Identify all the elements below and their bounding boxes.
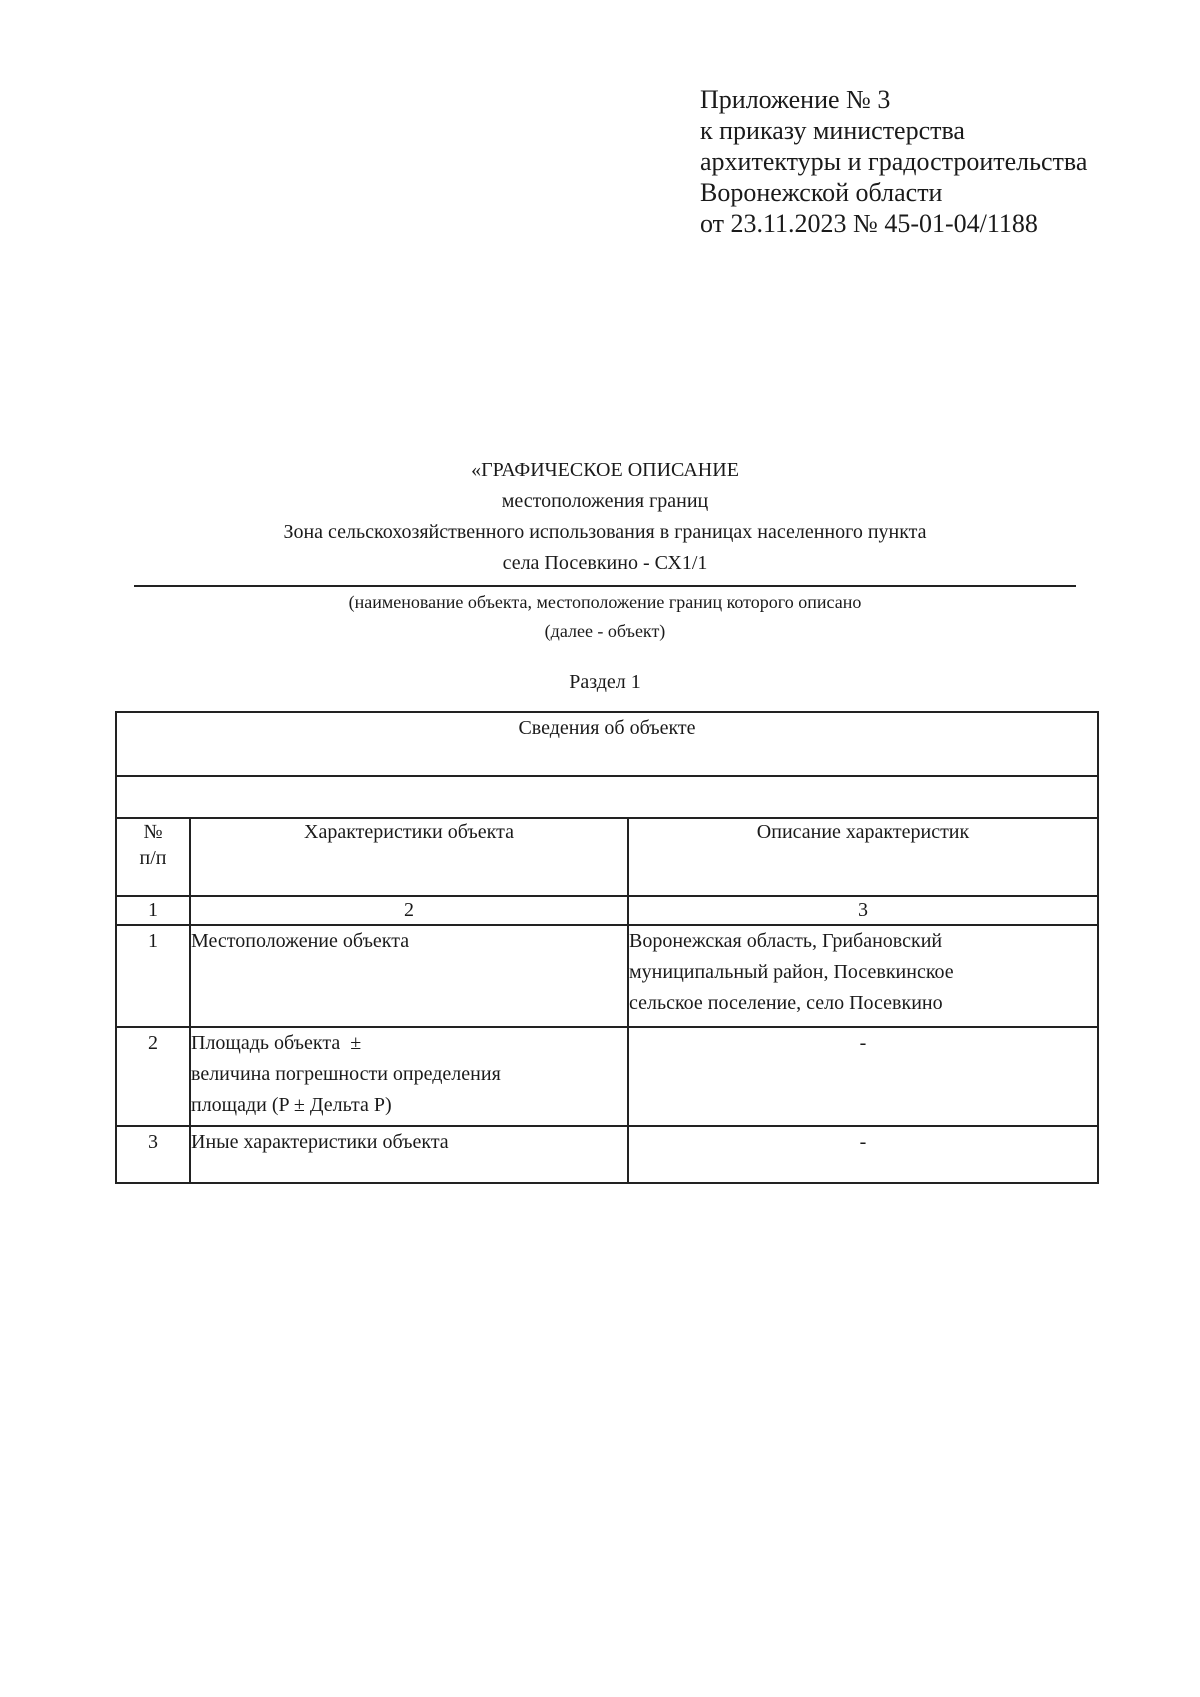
cell-line: Иные характеристики объекта xyxy=(191,1131,449,1153)
header-num-line: п/п xyxy=(139,847,167,869)
column-index-row xyxy=(116,896,1098,925)
row-characteristic xyxy=(190,1126,628,1183)
object-name-line: села Посевкино - СХ1/1 xyxy=(502,552,708,574)
document-title xyxy=(134,455,1076,579)
column-index: 1 xyxy=(116,896,190,925)
object-name-line: Зона сельскохозяйственного использования в границах населенного пункта xyxy=(283,521,927,543)
header-characteristic: Характеристики объекта xyxy=(190,818,628,896)
row-description: - xyxy=(628,1126,1098,1183)
title-heading: «ГРАФИЧЕСКОЕ ОПИСАНИЕ xyxy=(471,459,739,481)
column-index: 2 xyxy=(190,896,628,925)
caption-line: (далее - объект) xyxy=(544,621,666,641)
table-title-row xyxy=(116,712,1098,776)
row-characteristic xyxy=(190,925,628,1027)
appendix-line: Приложение № 3 xyxy=(700,85,891,114)
table-empty-row xyxy=(116,776,1098,818)
title-caption xyxy=(134,588,1076,646)
cell-line: площади (P ± Дельта P) xyxy=(191,1094,392,1116)
table-title: Сведения об объекте xyxy=(116,712,1098,776)
appendix-line: Воронежской области xyxy=(700,178,943,207)
title-subheading: местоположения границ xyxy=(501,490,709,512)
cell-line: величина погрешности определения xyxy=(191,1063,501,1085)
caption-line: (наименование объекта, местоположение границ которого описано xyxy=(348,592,862,612)
row-number: 2 xyxy=(116,1027,190,1126)
appendix-line: к приказу министерства xyxy=(700,116,965,145)
row-number: 3 xyxy=(116,1126,190,1183)
cell-line: Площадь объекта ± xyxy=(191,1032,362,1054)
empty-cell xyxy=(116,776,1098,818)
cell-line: Воронежская область, Грибановский xyxy=(629,930,943,952)
header-num xyxy=(116,818,190,896)
appendix-line: от 23.11.2023 № 45-01-04/1188 xyxy=(700,209,1038,238)
column-index: 3 xyxy=(628,896,1098,925)
header-description: Описание характеристик xyxy=(628,818,1098,896)
title-underline xyxy=(134,585,1076,587)
cell-line: Местоположение объекта xyxy=(191,930,410,952)
row-characteristic xyxy=(190,1027,628,1126)
table-row xyxy=(116,925,1098,1027)
section-label: Раздел 1 xyxy=(569,671,641,693)
cell-line: сельское поселение, село Посевкино xyxy=(629,992,943,1014)
table-header-row xyxy=(116,818,1098,896)
header-num-line: № xyxy=(143,821,163,843)
row-description: - xyxy=(628,1027,1098,1126)
cell-line: муниципальный район, Посевкинское xyxy=(629,961,954,983)
table-row xyxy=(116,1126,1098,1183)
appendix-note xyxy=(700,84,1087,239)
row-description xyxy=(628,925,1098,1027)
table-row xyxy=(116,1027,1098,1126)
appendix-line: архитектуры и градостроительства xyxy=(700,147,1088,176)
object-info-table xyxy=(115,711,1099,1184)
row-number: 1 xyxy=(116,925,190,1027)
